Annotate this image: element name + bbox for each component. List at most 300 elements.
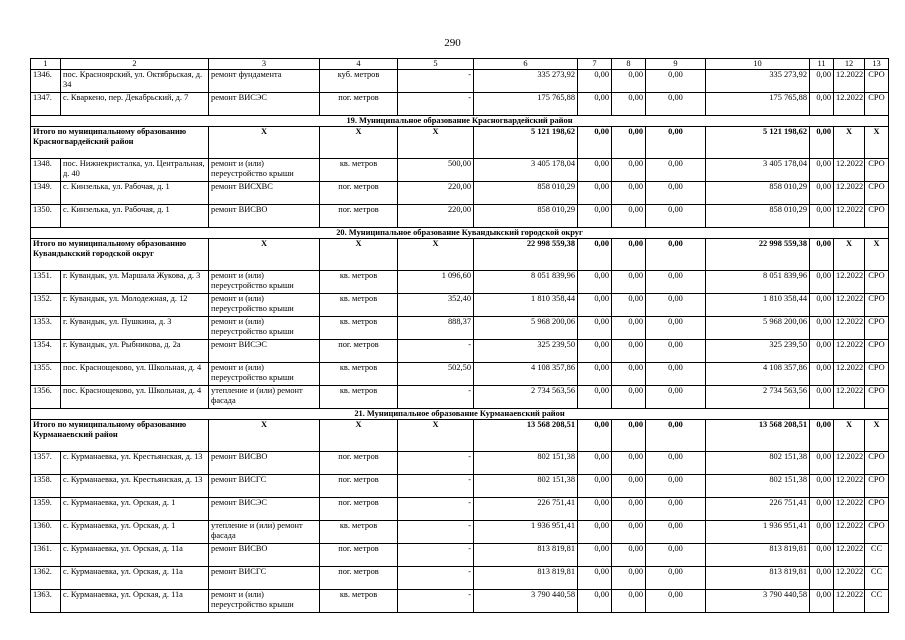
value-cell: 0,00 — [578, 294, 612, 317]
total-cell: 0,00 — [612, 127, 646, 159]
total-cost-cell: 8 051 839,96 — [474, 271, 578, 294]
volume-cell: - — [398, 70, 474, 93]
unit-cell: пог. метров — [320, 205, 398, 228]
deadline-cell: 12.2022 — [834, 340, 865, 363]
value-cell: 0,00 — [578, 475, 612, 498]
total-cell: 0,00 — [612, 420, 646, 452]
total-cost-cell: 226 751,41 — [474, 498, 578, 521]
unit-cell: пог. метров — [320, 567, 398, 590]
method-cell: СС — [865, 567, 889, 590]
value-cell: 0,00 — [612, 159, 646, 182]
value-cell: 5 968 200,06 — [706, 317, 810, 340]
deadline-cell: 12.2022 — [834, 452, 865, 475]
total-cell: Х — [320, 420, 398, 452]
method-cell: СРО — [865, 340, 889, 363]
table-row — [31, 340, 889, 363]
row-number-cell: 1356. — [31, 386, 61, 409]
volume-cell: - — [398, 340, 474, 363]
table-row — [31, 386, 889, 409]
unit-cell: кв. метров — [320, 386, 398, 409]
unit-cell: пог. метров — [320, 182, 398, 205]
value-cell: 0,00 — [646, 544, 706, 567]
column-header: 7 — [578, 59, 612, 70]
total-cell: Х — [209, 127, 320, 159]
total-cell: 0,00 — [578, 239, 612, 271]
total-cell: 0,00 — [646, 239, 706, 271]
column-number-row — [31, 59, 889, 70]
section-total-row — [31, 420, 889, 452]
total-cost-cell: 3 790 440,58 — [474, 590, 578, 613]
total-cost-cell: 325 239,50 — [474, 340, 578, 363]
row-number-cell: 1347. — [31, 93, 61, 116]
value-cell: 0,00 — [646, 475, 706, 498]
value-cell: 0,00 — [810, 271, 834, 294]
work-type-cell: ремонт и (или) переустройство крыши — [209, 363, 320, 386]
total-cost-cell: 1 810 358,44 — [474, 294, 578, 317]
work-type-cell: ремонт и (или) переустройство крыши — [209, 159, 320, 182]
column-header: 3 — [209, 59, 320, 70]
address-cell: г. Кувандык, ул. Пушкина, д. 3 — [61, 317, 209, 340]
volume-cell: 888,37 — [398, 317, 474, 340]
unit-cell: куб. метров — [320, 70, 398, 93]
row-number-cell: 1361. — [31, 544, 61, 567]
volume-cell: 1 096,60 — [398, 271, 474, 294]
value-cell: 0,00 — [810, 544, 834, 567]
table-row — [31, 452, 889, 475]
volume-cell: - — [398, 93, 474, 116]
value-cell: 0,00 — [810, 70, 834, 93]
method-cell: СС — [865, 544, 889, 567]
total-cost-cell: 3 405 178,04 — [474, 159, 578, 182]
total-cell: Х — [398, 420, 474, 452]
address-cell: г. Кувандык, ул. Рыбникова, д. 2а — [61, 340, 209, 363]
method-cell: СРО — [865, 70, 889, 93]
table-body — [31, 70, 889, 613]
total-cell: 0,00 — [810, 420, 834, 452]
work-type-cell: ремонт ВИСГС — [209, 567, 320, 590]
value-cell: 0,00 — [578, 340, 612, 363]
unit-cell: кв. метров — [320, 521, 398, 544]
work-type-cell: ремонт ВИСГС — [209, 475, 320, 498]
method-cell: СРО — [865, 159, 889, 182]
table-row — [31, 317, 889, 340]
column-header: 6 — [474, 59, 578, 70]
work-type-cell: ремонт ВИСЭС — [209, 93, 320, 116]
table-row — [31, 590, 889, 613]
table-row — [31, 205, 889, 228]
unit-cell: пог. метров — [320, 93, 398, 116]
total-cost-cell: 4 108 357,86 — [474, 363, 578, 386]
value-cell: 0,00 — [578, 205, 612, 228]
value-cell: 0,00 — [612, 340, 646, 363]
section-title-row — [31, 116, 889, 127]
value-cell: 0,00 — [646, 205, 706, 228]
total-cell: Х — [209, 239, 320, 271]
value-cell: 0,00 — [646, 386, 706, 409]
value-cell: 0,00 — [612, 521, 646, 544]
row-number-cell: 1350. — [31, 205, 61, 228]
value-cell: 325 239,50 — [706, 340, 810, 363]
total-cell: Х — [865, 127, 889, 159]
total-cost-cell: 5 968 200,06 — [474, 317, 578, 340]
total-cell: 0,00 — [810, 127, 834, 159]
deadline-cell: 12.2022 — [834, 590, 865, 613]
address-cell: с. Курманаевка, ул. Орская, д. 1 — [61, 521, 209, 544]
total-cell: Х — [320, 239, 398, 271]
deadline-cell: 12.2022 — [834, 271, 865, 294]
volume-cell: 500,00 — [398, 159, 474, 182]
value-cell: 0,00 — [578, 544, 612, 567]
row-number-cell: 1349. — [31, 182, 61, 205]
unit-cell: кв. метров — [320, 159, 398, 182]
volume-cell: 220,00 — [398, 205, 474, 228]
value-cell: 0,00 — [612, 271, 646, 294]
volume-cell: 352,40 — [398, 294, 474, 317]
value-cell: 0,00 — [646, 159, 706, 182]
total-cell: 0,00 — [578, 420, 612, 452]
unit-cell: пог. метров — [320, 544, 398, 567]
total-cell: 0,00 — [578, 127, 612, 159]
value-cell: 0,00 — [646, 363, 706, 386]
row-number-cell: 1348. — [31, 159, 61, 182]
value-cell: 0,00 — [810, 521, 834, 544]
method-cell: СРО — [865, 498, 889, 521]
value-cell: 0,00 — [646, 498, 706, 521]
address-cell: с. Кваркено, пер. Декабрьский, д. 7 — [61, 93, 209, 116]
volume-cell: - — [398, 386, 474, 409]
section-title-row — [31, 409, 889, 420]
address-cell: г. Кувандык, ул. Маршала Жукова, д. 3 — [61, 271, 209, 294]
value-cell: 0,00 — [810, 567, 834, 590]
table-row — [31, 521, 889, 544]
method-cell: СС — [865, 590, 889, 613]
deadline-cell: 12.2022 — [834, 159, 865, 182]
value-cell: 0,00 — [646, 340, 706, 363]
value-cell: 0,00 — [612, 567, 646, 590]
column-header: 12 — [834, 59, 865, 70]
unit-cell: кв. метров — [320, 294, 398, 317]
table-row — [31, 363, 889, 386]
table-row — [31, 544, 889, 567]
deadline-cell: 12.2022 — [834, 386, 865, 409]
value-cell: 0,00 — [810, 363, 834, 386]
value-cell: 0,00 — [578, 271, 612, 294]
value-cell: 0,00 — [612, 317, 646, 340]
volume-cell: - — [398, 452, 474, 475]
total-cost-cell: 802 151,38 — [474, 452, 578, 475]
column-header: 10 — [706, 59, 810, 70]
total-cost-cell: 858 010,29 — [474, 182, 578, 205]
address-cell: с. Курманаевка, ул. Орская, д. 11а — [61, 567, 209, 590]
value-cell: 3 405 178,04 — [706, 159, 810, 182]
value-cell: 0,00 — [612, 182, 646, 205]
work-type-cell: ремонт и (или) переустройство крыши — [209, 590, 320, 613]
volume-cell: - — [398, 590, 474, 613]
value-cell: 0,00 — [612, 475, 646, 498]
address-cell: с. Кинзелька, ул. Рабочая, д. 1 — [61, 205, 209, 228]
value-cell: 0,00 — [810, 159, 834, 182]
total-cost-cell: 858 010,29 — [474, 205, 578, 228]
value-cell: 0,00 — [810, 590, 834, 613]
unit-cell: кв. метров — [320, 590, 398, 613]
total-cell: 0,00 — [612, 239, 646, 271]
value-cell: 0,00 — [810, 498, 834, 521]
row-number-cell: 1354. — [31, 340, 61, 363]
method-cell: СРО — [865, 271, 889, 294]
value-cell: 0,00 — [578, 70, 612, 93]
value-cell: 0,00 — [578, 521, 612, 544]
value-cell: 0,00 — [810, 205, 834, 228]
value-cell: 1 810 358,44 — [706, 294, 810, 317]
value-cell: 335 273,92 — [706, 70, 810, 93]
work-type-cell: ремонт ВИСЭС — [209, 498, 320, 521]
deadline-cell: 12.2022 — [834, 498, 865, 521]
method-cell: СРО — [865, 294, 889, 317]
unit-cell: пог. метров — [320, 475, 398, 498]
value-cell: 0,00 — [612, 205, 646, 228]
address-cell: пос. Красноярский, ул. Октябрьская, д. 34 — [61, 70, 209, 93]
deadline-cell: 12.2022 — [834, 93, 865, 116]
unit-cell: пог. метров — [320, 340, 398, 363]
row-number-cell: 1352. — [31, 294, 61, 317]
value-cell: 0,00 — [810, 452, 834, 475]
total-cell: Х — [320, 127, 398, 159]
total-cost-cell: 22 998 559,38 — [474, 239, 578, 271]
work-type-cell: утепление и (или) ремонт фасада — [209, 521, 320, 544]
value-cell: 813 819,81 — [706, 567, 810, 590]
value-cell: 0,00 — [612, 590, 646, 613]
total-cost-cell: 2 734 563,56 — [474, 386, 578, 409]
column-header: 5 — [398, 59, 474, 70]
address-cell: пос. Нижнекристалка, ул. Центральная, д. 40 — [61, 159, 209, 182]
total-cell: Х — [834, 127, 865, 159]
value-cell: 0,00 — [646, 317, 706, 340]
deadline-cell: 12.2022 — [834, 363, 865, 386]
volume-cell: - — [398, 567, 474, 590]
address-cell: с. Курманаевка, ул. Орская, д. 1 — [61, 498, 209, 521]
value-cell: 813 819,81 — [706, 544, 810, 567]
value-cell: 0,00 — [612, 363, 646, 386]
work-type-cell: ремонт ВИСЭС — [209, 340, 320, 363]
section-title-row — [31, 228, 889, 239]
work-type-cell: ремонт ВИСВО — [209, 452, 320, 475]
work-type-cell: ремонт и (или) переустройство крыши — [209, 271, 320, 294]
value-cell: 0,00 — [578, 567, 612, 590]
column-header: 13 — [865, 59, 889, 70]
total-cost-cell: 1 936 951,41 — [474, 521, 578, 544]
method-cell: СРО — [865, 317, 889, 340]
total-cost-cell: 175 765,88 — [474, 93, 578, 116]
deadline-cell: 12.2022 — [834, 475, 865, 498]
deadline-cell: 12.2022 — [834, 182, 865, 205]
table-row — [31, 475, 889, 498]
value-cell: 0,00 — [646, 70, 706, 93]
address-cell: г. Кувандык, ул. Молодежная, д. 12 — [61, 294, 209, 317]
table-row — [31, 70, 889, 93]
value-cell: 858 010,29 — [706, 205, 810, 228]
value-cell: 0,00 — [578, 590, 612, 613]
address-cell: с. Курманаевка, ул. Крестьянская, д. 13 — [61, 452, 209, 475]
volume-cell: - — [398, 498, 474, 521]
value-cell: 0,00 — [810, 475, 834, 498]
total-cell: Х — [398, 127, 474, 159]
row-number-cell: 1353. — [31, 317, 61, 340]
deadline-cell: 12.2022 — [834, 544, 865, 567]
total-cell: 0,00 — [646, 420, 706, 452]
row-number-cell: 1346. — [31, 70, 61, 93]
value-cell: 0,00 — [612, 386, 646, 409]
row-number-cell: 1355. — [31, 363, 61, 386]
work-type-cell: ремонт и (или) переустройство крыши — [209, 294, 320, 317]
row-number-cell: 1362. — [31, 567, 61, 590]
value-cell: 0,00 — [810, 317, 834, 340]
volume-cell: - — [398, 521, 474, 544]
row-number-cell: 1359. — [31, 498, 61, 521]
value-cell: 0,00 — [646, 294, 706, 317]
value-cell: 0,00 — [612, 93, 646, 116]
value-cell: 0,00 — [578, 159, 612, 182]
value-cell: 802 151,38 — [706, 452, 810, 475]
value-cell: 0,00 — [646, 521, 706, 544]
value-cell: 0,00 — [612, 544, 646, 567]
column-header: 1 — [31, 59, 61, 70]
volume-cell: - — [398, 544, 474, 567]
value-cell: 0,00 — [646, 590, 706, 613]
section-total-row — [31, 127, 889, 159]
volume-cell: 220,00 — [398, 182, 474, 205]
address-cell: с. Курманаевка, ул. Орская, д. 11а — [61, 590, 209, 613]
value-cell: 0,00 — [810, 340, 834, 363]
total-cell: 13 568 208,51 — [706, 420, 810, 452]
value-cell: 0,00 — [612, 294, 646, 317]
work-type-cell: ремонт ВИСВО — [209, 205, 320, 228]
work-type-cell: ремонт ВИСВО — [209, 544, 320, 567]
deadline-cell: 12.2022 — [834, 205, 865, 228]
value-cell: 2 734 563,56 — [706, 386, 810, 409]
method-cell: СРО — [865, 452, 889, 475]
value-cell: 0,00 — [810, 386, 834, 409]
method-cell: СРО — [865, 182, 889, 205]
method-cell: СРО — [865, 475, 889, 498]
table-row — [31, 182, 889, 205]
value-cell: 0,00 — [578, 363, 612, 386]
total-cell: 0,00 — [646, 127, 706, 159]
total-cost-cell: 13 568 208,51 — [474, 420, 578, 452]
row-number-cell: 1358. — [31, 475, 61, 498]
unit-cell: кв. метров — [320, 317, 398, 340]
total-cost-cell: 813 819,81 — [474, 544, 578, 567]
address-cell: с. Курманаевка, ул. Орская, д. 11а — [61, 544, 209, 567]
value-cell: 0,00 — [646, 567, 706, 590]
value-cell: 3 790 440,58 — [706, 590, 810, 613]
value-cell: 0,00 — [612, 498, 646, 521]
method-cell: СРО — [865, 363, 889, 386]
method-cell: СРО — [865, 521, 889, 544]
value-cell: 0,00 — [578, 452, 612, 475]
total-cost-cell: 335 273,92 — [474, 70, 578, 93]
value-cell: 0,00 — [646, 452, 706, 475]
section-title: 20. Муниципальное образование Кувандыкский городской округ — [31, 228, 889, 239]
value-cell: 8 051 839,96 — [706, 271, 810, 294]
address-cell: пос. Краснощеково, ул. Школьная, д. 4 — [61, 363, 209, 386]
table-row — [31, 294, 889, 317]
unit-cell: пог. метров — [320, 498, 398, 521]
address-cell: с. Кинзелька, ул. Рабочая, д. 1 — [61, 182, 209, 205]
total-cell: Х — [209, 420, 320, 452]
column-header: 2 — [61, 59, 209, 70]
value-cell: 0,00 — [578, 386, 612, 409]
total-label: Итого по муниципальному образованию Красногвардейский район — [31, 127, 209, 159]
row-number-cell: 1351. — [31, 271, 61, 294]
value-cell: 0,00 — [646, 93, 706, 116]
deadline-cell: 12.2022 — [834, 317, 865, 340]
value-cell: 0,00 — [578, 317, 612, 340]
total-cell: 5 121 198,62 — [706, 127, 810, 159]
unit-cell: кв. метров — [320, 363, 398, 386]
value-cell: 0,00 — [646, 271, 706, 294]
value-cell: 0,00 — [612, 452, 646, 475]
total-cell: Х — [834, 239, 865, 271]
table-row — [31, 93, 889, 116]
value-cell: 0,00 — [810, 93, 834, 116]
deadline-cell: 12.2022 — [834, 294, 865, 317]
row-number-cell: 1357. — [31, 452, 61, 475]
value-cell: 0,00 — [578, 182, 612, 205]
total-label: Итого по муниципальному образованию Курманаевский район — [31, 420, 209, 452]
section-title: 21. Муниципальное образование Курманаевский район — [31, 409, 889, 420]
row-number-cell: 1360. — [31, 521, 61, 544]
value-cell: 1 936 951,41 — [706, 521, 810, 544]
value-cell: 0,00 — [578, 93, 612, 116]
deadline-cell: 12.2022 — [834, 70, 865, 93]
method-cell: СРО — [865, 386, 889, 409]
capital-repair-table — [30, 58, 889, 613]
unit-cell: пог. метров — [320, 452, 398, 475]
column-header: 9 — [646, 59, 706, 70]
total-cost-cell: 813 819,81 — [474, 567, 578, 590]
total-cell: Х — [398, 239, 474, 271]
column-header: 8 — [612, 59, 646, 70]
work-type-cell: ремонт ВИСХВС — [209, 182, 320, 205]
table-row — [31, 567, 889, 590]
total-cell: 22 998 559,38 — [706, 239, 810, 271]
total-label: Итого по муниципальному образованию Кувандыкский городской округ — [31, 239, 209, 271]
total-cell: Х — [834, 420, 865, 452]
work-type-cell: ремонт фундамента — [209, 70, 320, 93]
volume-cell: 502,50 — [398, 363, 474, 386]
method-cell: СРО — [865, 205, 889, 228]
deadline-cell: 12.2022 — [834, 567, 865, 590]
value-cell: 858 010,29 — [706, 182, 810, 205]
section-title: 19. Муниципальное образование Красногвардейский район — [31, 116, 889, 127]
row-number-cell: 1363. — [31, 590, 61, 613]
unit-cell: кв. метров — [320, 271, 398, 294]
value-cell: 0,00 — [646, 182, 706, 205]
volume-cell: - — [398, 475, 474, 498]
total-cost-cell: 5 121 198,62 — [474, 127, 578, 159]
deadline-cell: 12.2022 — [834, 521, 865, 544]
value-cell: 226 751,41 — [706, 498, 810, 521]
total-cost-cell: 802 151,38 — [474, 475, 578, 498]
column-header: 4 — [320, 59, 398, 70]
address-cell: пос. Краснощеково, ул. Школьная, д. 4 — [61, 386, 209, 409]
value-cell: 4 108 357,86 — [706, 363, 810, 386]
table-row — [31, 271, 889, 294]
value-cell: 802 151,38 — [706, 475, 810, 498]
value-cell: 175 765,88 — [706, 93, 810, 116]
value-cell: 0,00 — [810, 182, 834, 205]
page-number: 290 — [444, 37, 461, 49]
